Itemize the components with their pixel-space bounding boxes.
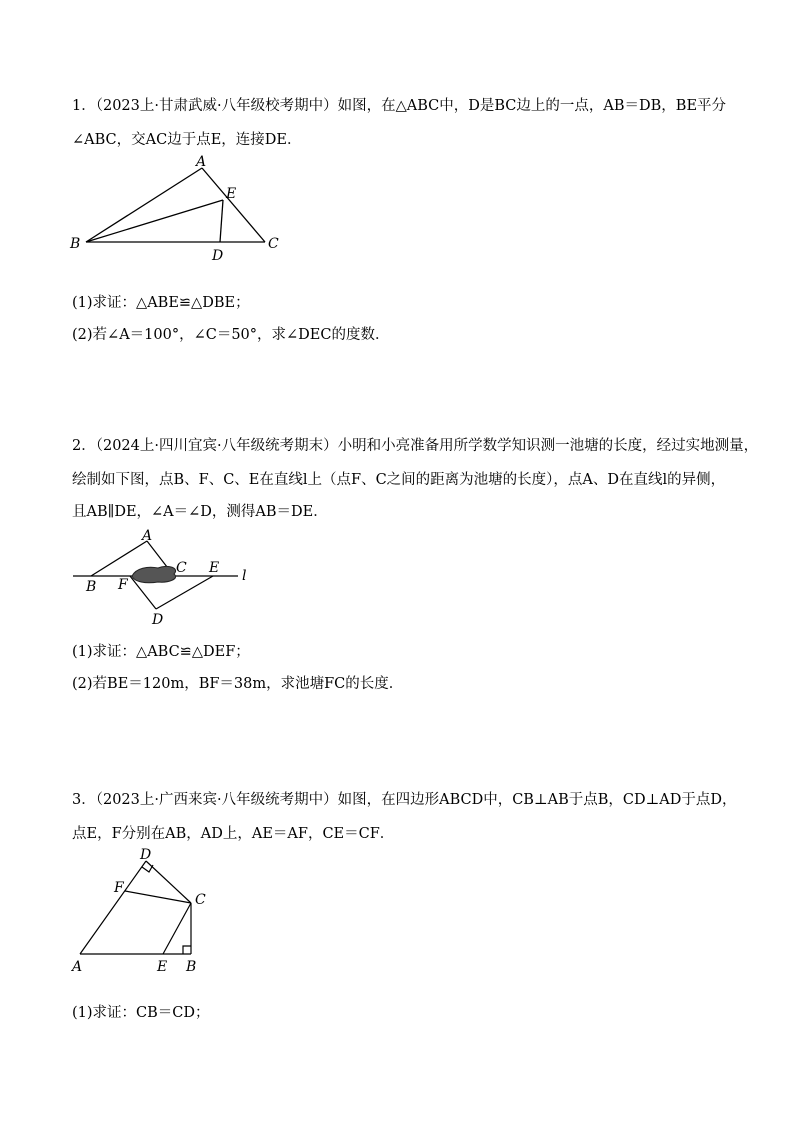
label-E: E (226, 186, 237, 202)
problem-2-line-1: 2．（2024上·四川宜宾·八年级统考期末）小明和小亮准备用所学数学知识测一池塘的长度，经过实地测量， (72, 438, 759, 454)
problem-2-line-3: 且AB∥DE，∠A＝∠D，测得AB＝DE． (72, 504, 328, 520)
label-D: D (140, 847, 152, 863)
label-F: F (114, 880, 124, 896)
pond-shape (132, 566, 176, 582)
problem-1-figure (62, 152, 302, 267)
problem-1-question-2: (2)若∠A＝100°，∠C＝50°，求∠DEC的度数． (72, 327, 390, 343)
problem-2-figure (70, 527, 270, 627)
label-B: B (86, 579, 97, 595)
problem-1-question-1: (1)求证：△ABE≌△DBE； (72, 295, 250, 311)
label-C: C (268, 236, 279, 252)
label-D: D (152, 612, 164, 628)
label-A: A (72, 959, 83, 975)
label-D: D (212, 248, 224, 264)
problem-1-line-2: ∠ABC，交AC边于点E，连接DE． (72, 132, 302, 148)
label-l: l (242, 568, 247, 584)
label-E: E (157, 959, 168, 975)
label-B: B (186, 959, 197, 975)
problem-2-line-2: 绘制如下图，点B、F、C、E在直线l上（点F、C之间的距离为池塘的长度），点A、D在直线l的异侧， (72, 472, 726, 488)
problem-3-line-1: 3．（2023上·广西来宾·八年级统考期中）如图，在四边形ABCD中，CB⊥AB于点B，CD⊥AD于点D， (72, 792, 737, 808)
label-C: C (176, 560, 187, 576)
problem-3-question-1: (1)求证：CB＝CD； (72, 1005, 210, 1021)
label-A: A (196, 154, 207, 170)
problem-1-line-1: 1．（2023上·甘肃武威·八年级校考期中）如图，在△ABC中，D是BC边上的一点，AB＝DB，BE平分 (72, 98, 727, 114)
label-F: F (118, 577, 128, 593)
label-E: E (209, 560, 220, 576)
problem-3-line-2: 点E，F分别在AB，AD上，AE＝AF，CE＝CF． (72, 826, 395, 842)
label-C: C (195, 892, 206, 908)
label-B: B (70, 236, 81, 252)
problem-2-question-1: (1)求证：△ABC≌△DEF； (72, 644, 250, 660)
problem-2-question-2: (2)若BE＝120m，BF＝38m，求池塘FC的长度． (72, 676, 404, 692)
label-A: A (142, 528, 153, 544)
problem-3-figure (66, 848, 226, 988)
